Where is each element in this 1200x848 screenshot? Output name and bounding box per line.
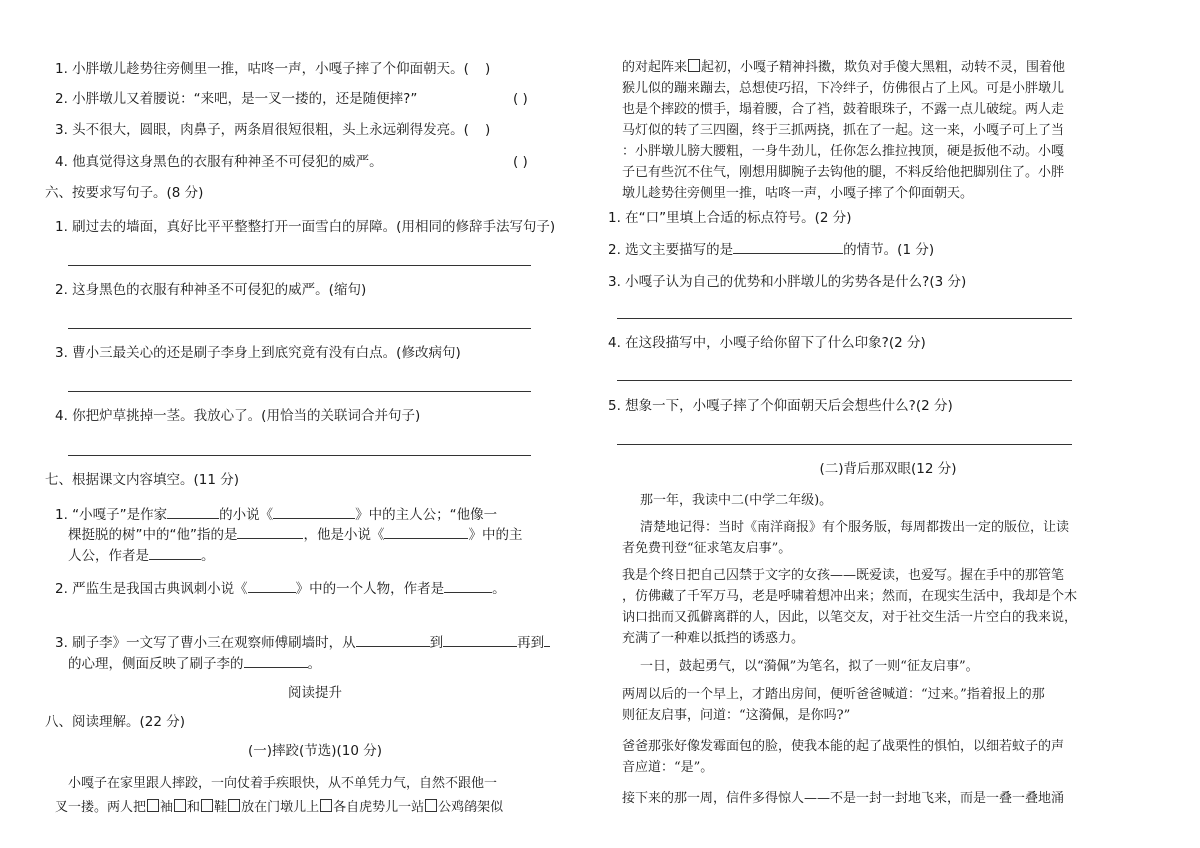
section7-q1-line1: 1. “小嘎子”是作家 的小说《 》中的主人公；“他像一 bbox=[55, 507, 498, 523]
section6-item-4: 4. 你把炉草挑掉一茎。我放心了。(用恰当的关联词合并句子) bbox=[55, 408, 421, 424]
passage2-line: 爸爸那张好像发霉面包的脸，使我本能的起了战栗性的惧怕，以细若蚊子的声 bbox=[622, 739, 1065, 754]
passage2-line: 一日，鼓起勇气，以“漪佩”为笔名，拟了一则“征友启事”。 bbox=[640, 659, 979, 674]
answer-line[interactable] bbox=[68, 455, 531, 456]
reading-question-2: 2. 选文主要描写的是 的情节。(1 分) bbox=[608, 242, 935, 258]
answer-line[interactable] bbox=[68, 328, 531, 329]
punctuation-box[interactable] bbox=[425, 799, 437, 812]
passage2-line: ，仿佛藏了千军万马，老是呼啸着想冲出来；然而，在现实生活中，我却是个木 bbox=[622, 589, 1078, 604]
section6-item-1: 1. 刷过去的墙面，真好比平平整整打开一面雪白的屏障。(用相同的修辞手法写句子) bbox=[55, 219, 556, 235]
section7-q3-line1: 3. 刷子李》一文写了曹小三在观察师傅刷墙时，从 到 再到 bbox=[55, 634, 550, 652]
punctuation-box[interactable] bbox=[228, 799, 240, 812]
section6-title: 六、按要求写句子。(8 分) bbox=[45, 185, 204, 201]
passage2-line: 音应道：“是”。 bbox=[622, 760, 714, 775]
passage2-title: (二)背后那双眼(12 分) bbox=[819, 461, 957, 477]
passage1-line: 马灯似的转了三四圈，终于三抓两挠，抓在了一起。这一来，小嘎子可上了当 bbox=[622, 123, 1065, 138]
passage1-line: 墩儿趁势往旁侧里一推，咕咚一声，小嘎子摔了个仰面朝天。 bbox=[622, 186, 974, 201]
reading-question-5: 5. 想象一下，小嘎子摔了个仰面朝天后会想些什么?(2 分) bbox=[608, 398, 953, 414]
blank[interactable] bbox=[244, 655, 308, 668]
blank[interactable] bbox=[443, 634, 517, 647]
passage1-line: 小嘎子在家里跟人摔跤，一向仗着手疾眼快，从不单凭力气，自然不跟他一 bbox=[68, 776, 498, 791]
passage2-line: 我是个终日把自己囚禁于文字的女孩——既爱读，也爱写。握在手中的那管笔 bbox=[622, 568, 1065, 583]
section6-item-3: 3. 曹小三最关心的还是刷子李身上到底究竟有没有白点。(修改病句) bbox=[55, 345, 461, 361]
passage1-title: (一)摔跤(节选)(10 分) bbox=[247, 743, 383, 759]
answer-line[interactable] bbox=[617, 318, 1072, 319]
section7-title: 七、根据课文内容填空。(11 分) bbox=[45, 472, 240, 488]
punctuation-box[interactable] bbox=[688, 59, 700, 72]
passage2-line: 接下来的那一周，信件多得惊人——不是一封一封地飞来，而是一叠一叠地涌 bbox=[622, 791, 1065, 806]
reading-question-3: 3. 小嘎子认为自己的优势和小胖墩儿的劣势各是什么?(3 分) bbox=[608, 274, 967, 290]
judge-item-3: 3. 头不很大，圆眼，肉鼻子，两条眉很短很粗，头上永远剃得发亮。( ) bbox=[55, 122, 491, 138]
passage1-line: ：小胖墩儿膀大腰粗，一身牛劲儿，任你怎么推拉拽顶，硬是扳他不动。小嘎 bbox=[622, 144, 1065, 159]
punctuation-box[interactable] bbox=[147, 799, 159, 812]
section7-q2: 2. 严监生是我国古典讽刺小说《 》中的一个人物，作者是 。 bbox=[55, 581, 506, 597]
judge-item-1: 1. 小胖墩儿趁势往旁侧里一推，咕咚一声，小嘎子摔了个仰面朝天。( ) bbox=[55, 61, 491, 77]
section8-title: 八、阅读理解。(22 分) bbox=[45, 714, 186, 730]
section7-q1-line2: 棵挺脱的树”中的“他”指的是 ，他是小说《 》中的主 bbox=[68, 527, 523, 543]
answer-line[interactable] bbox=[68, 391, 531, 392]
blank[interactable] bbox=[237, 526, 303, 539]
passage2-line: 两周以后的一个早上，才踏出房间，便听爸爸喊道：“过来。”指着报上的那 bbox=[622, 687, 1045, 702]
blank[interactable] bbox=[248, 580, 296, 593]
passage2-line: 则征友启事，问道：“这漪佩，是你吗?” bbox=[622, 708, 851, 723]
answer-line[interactable] bbox=[617, 380, 1072, 381]
passage2-line: 充满了一种难以抵挡的诱惑力。 bbox=[622, 631, 805, 646]
reading-section-heading: 阅读提升 bbox=[288, 685, 342, 701]
passage1-line: 猴儿似的蹦来蹦去，总想使巧招，下冷绊子，仿佛很占了上风。可是小胖墩儿 bbox=[622, 81, 1065, 96]
judge-item-2-paren: ( ) bbox=[513, 91, 528, 107]
passage1-line: 子已有些沉不住气，刚想用脚腕子去钩他的腿，不料反给他把脚别住了。小胖 bbox=[622, 165, 1065, 180]
passage2-line: 讷口拙而又孤僻离群的人，因此，以笔交友，对于社交生活一片空白的我来说， bbox=[622, 610, 1078, 625]
passage2-line: 者免费刊登“征求笔友启事”。 bbox=[622, 541, 792, 556]
judge-item-4-paren: ( ) bbox=[513, 154, 528, 170]
reading-question-1: 1. 在“口”里填上合适的标点符号。(2 分) bbox=[608, 210, 852, 226]
blank[interactable] bbox=[444, 580, 492, 593]
passage2-line: 那一年，我读中二(中学二年级)。 bbox=[640, 493, 833, 508]
section7-q1-line3: 人公，作者是 。 bbox=[68, 548, 215, 564]
passage1-line: 叉一搂。两人把 袖 和 鞋 放在门墩儿上 各自虎势儿一站 公鸡鹐架似 bbox=[55, 800, 504, 815]
punctuation-box[interactable] bbox=[320, 799, 332, 812]
blank[interactable] bbox=[167, 506, 219, 519]
blank[interactable] bbox=[733, 241, 843, 254]
blank[interactable] bbox=[544, 634, 550, 647]
passage1-line: 也是个摔跤的惯手，塌着腰，合了裆，鼓着眼珠子，不露一点儿破绽。两人走 bbox=[622, 102, 1065, 117]
section7-q3-line2: 的心理，侧面反映了刷子李的 。 bbox=[68, 656, 321, 672]
passage2-line: 清楚地记得：当时《南洋商报》有个服务版，每周都拨出一定的版位，让读 bbox=[640, 520, 1070, 535]
section6-item-2: 2. 这身黑色的衣服有种神圣不可侵犯的威严。(缩句) bbox=[55, 282, 367, 298]
answer-line[interactable] bbox=[68, 265, 531, 266]
answer-line[interactable] bbox=[617, 444, 1072, 445]
passage1-line: 的对起阵来 起初，小嘎子精神抖擞，欺负对手傻大黑粗，动转不灵，围着他 bbox=[622, 60, 1066, 75]
punctuation-box[interactable] bbox=[201, 799, 213, 812]
blank[interactable] bbox=[273, 506, 355, 519]
blank[interactable] bbox=[149, 547, 201, 560]
blank[interactable] bbox=[384, 526, 468, 539]
reading-question-4: 4. 在这段描写中，小嘎子给你留下了什么印象?(2 分) bbox=[608, 335, 926, 351]
punctuation-box[interactable] bbox=[174, 799, 186, 812]
judge-item-4: 4. 他真觉得这身黑色的衣服有种神圣不可侵犯的威严。 bbox=[55, 154, 383, 170]
judge-item-2: 2. 小胖墩儿又着腰说：“来吧，是一叉一搂的，还是随便摔?” bbox=[55, 91, 418, 107]
blank[interactable] bbox=[356, 634, 430, 647]
